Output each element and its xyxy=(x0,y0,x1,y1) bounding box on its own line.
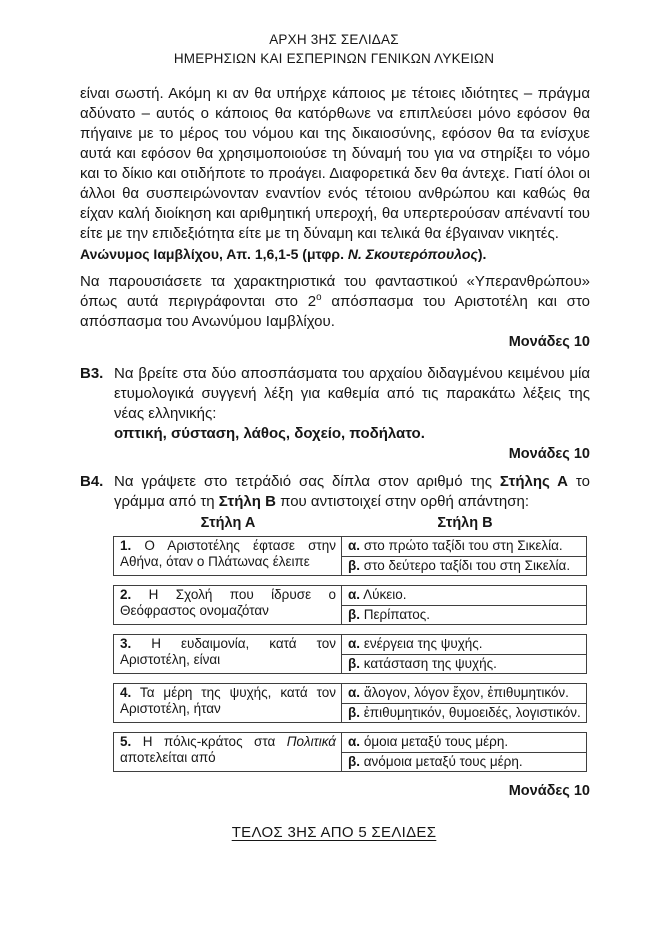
question-b3-marks: Μονάδες 10 xyxy=(508,446,590,462)
header-line-2: ΗΜΕΡΗΣΙΩΝ ΚΑΙ ΕΣΠΕΡΙΝΩΝ ΓΕΝΙΚΩΝ ΛΥΚΕΙΩΝ xyxy=(173,51,495,66)
row-1-option-a xyxy=(342,537,586,556)
row-2-option-a xyxy=(342,586,586,605)
row-4-statement: 4. Τα μέρη της ψυχής, κατά τον Αριστοτέλη, ήταν xyxy=(114,684,342,722)
row-1-statement: 1. Ο Αριστοτέλης έφτασε στην Αθήνα, όταν ο Πλάτωνας έλειπε xyxy=(114,537,342,575)
option-text: ἄλογον, λόγον ἔχον, ἐπιθυμητικόν. xyxy=(360,685,569,700)
row-5-option-a xyxy=(342,733,586,752)
row-4-option-b xyxy=(342,703,586,723)
footer-text: ΤΕΛΟΣ 3ΗΣ ΑΠΟ 5 ΣΕΛΙΔΕΣ xyxy=(231,824,437,841)
option-text: Λύκειο. xyxy=(360,587,407,602)
question-b4-label: Β4. xyxy=(80,473,104,490)
row-5-option-b xyxy=(342,752,586,772)
question-b3-label: Β3. xyxy=(80,365,104,382)
table-row-1 xyxy=(113,536,587,576)
row-4-option-a xyxy=(342,684,586,703)
option-label: α. xyxy=(348,685,361,700)
row-3-option-b xyxy=(342,654,586,674)
question-b2-text: Να παρουσιάσετε τα χαρακτηριστικά του φανταστικού «Υπερανθρώπου» όπως αυτά περιγράφονται στο $2^o$ απόσπασμα του Αριστοτέλη και στο απόσπασμα του Ανωνύμου Ιαμβλίχου. xyxy=(80,273,590,330)
question-b3-text: Να βρείτε στα δύο αποσπάσματα του αρχαίου διδαγμένου κειμένου μία ετυμολογικά συγγενή λέξη για καθεμία από τις παρακάτω λέξεις της νέας ελληνικής: xyxy=(114,365,590,422)
table-row-2 xyxy=(113,585,587,625)
column-b-header: Στήλη Β xyxy=(437,515,493,531)
table-row-4 xyxy=(113,683,587,723)
row-3-options xyxy=(342,635,586,673)
row-2-option-b xyxy=(342,605,586,625)
question-b2-marks: Μονάδες 10 xyxy=(508,334,590,350)
row-2-statement: 2. Η Σχολή που ίδρυσε ο Θεόφραστος ονομαζόταν xyxy=(114,586,342,624)
question-b4-intro xyxy=(80,472,590,512)
option-text: Περίπατος. xyxy=(360,606,431,622)
option-label: β. xyxy=(348,557,360,573)
page-footer xyxy=(0,823,668,843)
question-b3-words: οπτική, σύσταση, λάθος, δοχείο, ποδήλατο. xyxy=(114,425,425,442)
option-text: κατάσταση της ψυχής. xyxy=(360,655,497,671)
header-line-1: ΑΡΧΗ 3ΗΣ ΣΕΛΙΔΑΣ xyxy=(269,32,399,47)
row-2-options xyxy=(342,586,586,624)
option-text: ἐπιθυμητικόν, θυμοειδές, λογιστικόν. xyxy=(360,704,581,720)
option-text: στο πρώτο ταξίδι του στη Σικελία. xyxy=(360,538,563,553)
option-text: ενέργεια της ψυχής. xyxy=(360,636,483,651)
table-row-3 xyxy=(113,634,587,674)
option-label: β. xyxy=(348,753,360,769)
option-label: α. xyxy=(348,734,361,749)
row-3-statement: 3. Η ευδαιμονία, κατά τον Αριστοτέλη, είναι xyxy=(114,635,342,673)
question-b3 xyxy=(80,364,590,464)
option-text: όμοια μεταξύ τους μέρη. xyxy=(360,734,509,749)
option-label: α. xyxy=(348,636,361,651)
table-row-5 xyxy=(113,732,587,772)
page-content xyxy=(80,84,590,801)
matching-table xyxy=(113,514,587,772)
page-header xyxy=(0,30,668,68)
option-label: α. xyxy=(348,538,361,553)
option-label: α. xyxy=(348,587,361,602)
translated-passage: είναι σωστή. Ακόμη κι αν θα υπήρχε κάποιος με τέτοιες ιδιότητες – πράγμα αδύνατο – αυτός ο κάποιος θα κατόρθωνε να επιπλεύσει μόνο εφόσον θα πήγαινε με το μέρος του νόμου και της δικαιοσύνης, εφόσον θα τα ενίσχυε αυτά και εφόσον θα χρησιμοποιούσε τη δύναμή του για να στηρίξει το νόμο και το δίκιο και οτιδήποτε το προάγει. Διαφορετικά δεν θα άντεχε. Γιατί όλοι οι άλλοι θα συσπειρώνονταν εναντίον ενός τέτοιου ανθρώπου και καθώς θα είχαν καλή διοίκηση και αριθμητική υπεροχή, θα υπερτερούσαν απέναντί του είτε με την επιδεξιότητα είτε με τη δύναμη και τελικά θα έβγαιναν νικητές. xyxy=(80,85,590,242)
matching-table-header xyxy=(113,514,587,533)
option-label: β. xyxy=(348,655,360,671)
question-b2 xyxy=(80,272,590,352)
question-b4-marks: Μονάδες 10 xyxy=(508,783,590,799)
question-b4-text: Να γράψετε στο τετράδιό σας δίπλα στον αριθμό της Στήλης Α το γράμμα από τη Στήλη Β που αντιστοιχεί στην ορθή απάντηση: xyxy=(114,473,590,510)
option-label: β. xyxy=(348,704,360,720)
row-4-options xyxy=(342,684,586,722)
option-label: β. xyxy=(348,606,360,622)
option-text: ανόμοια μεταξύ τους μέρη. xyxy=(360,753,523,769)
row-1-options xyxy=(342,537,586,575)
row-1-option-b xyxy=(342,556,586,576)
row-3-option-a xyxy=(342,635,586,654)
row-5-statement: 5. Η πόλις-κράτος στα Πολιτικά αποτελείται από xyxy=(114,733,342,771)
row-5-options xyxy=(342,733,586,771)
option-text: στο δεύτερο ταξίδι του στη Σικελία. xyxy=(360,557,571,573)
passage-attribution: Ανώνυμος Ιαμβλίχου, Απ. 1,6,1-5 (μτφρ. Ν. Σκουτερόπουλος). xyxy=(80,246,487,262)
column-a-header: Στήλη Α xyxy=(200,515,256,531)
